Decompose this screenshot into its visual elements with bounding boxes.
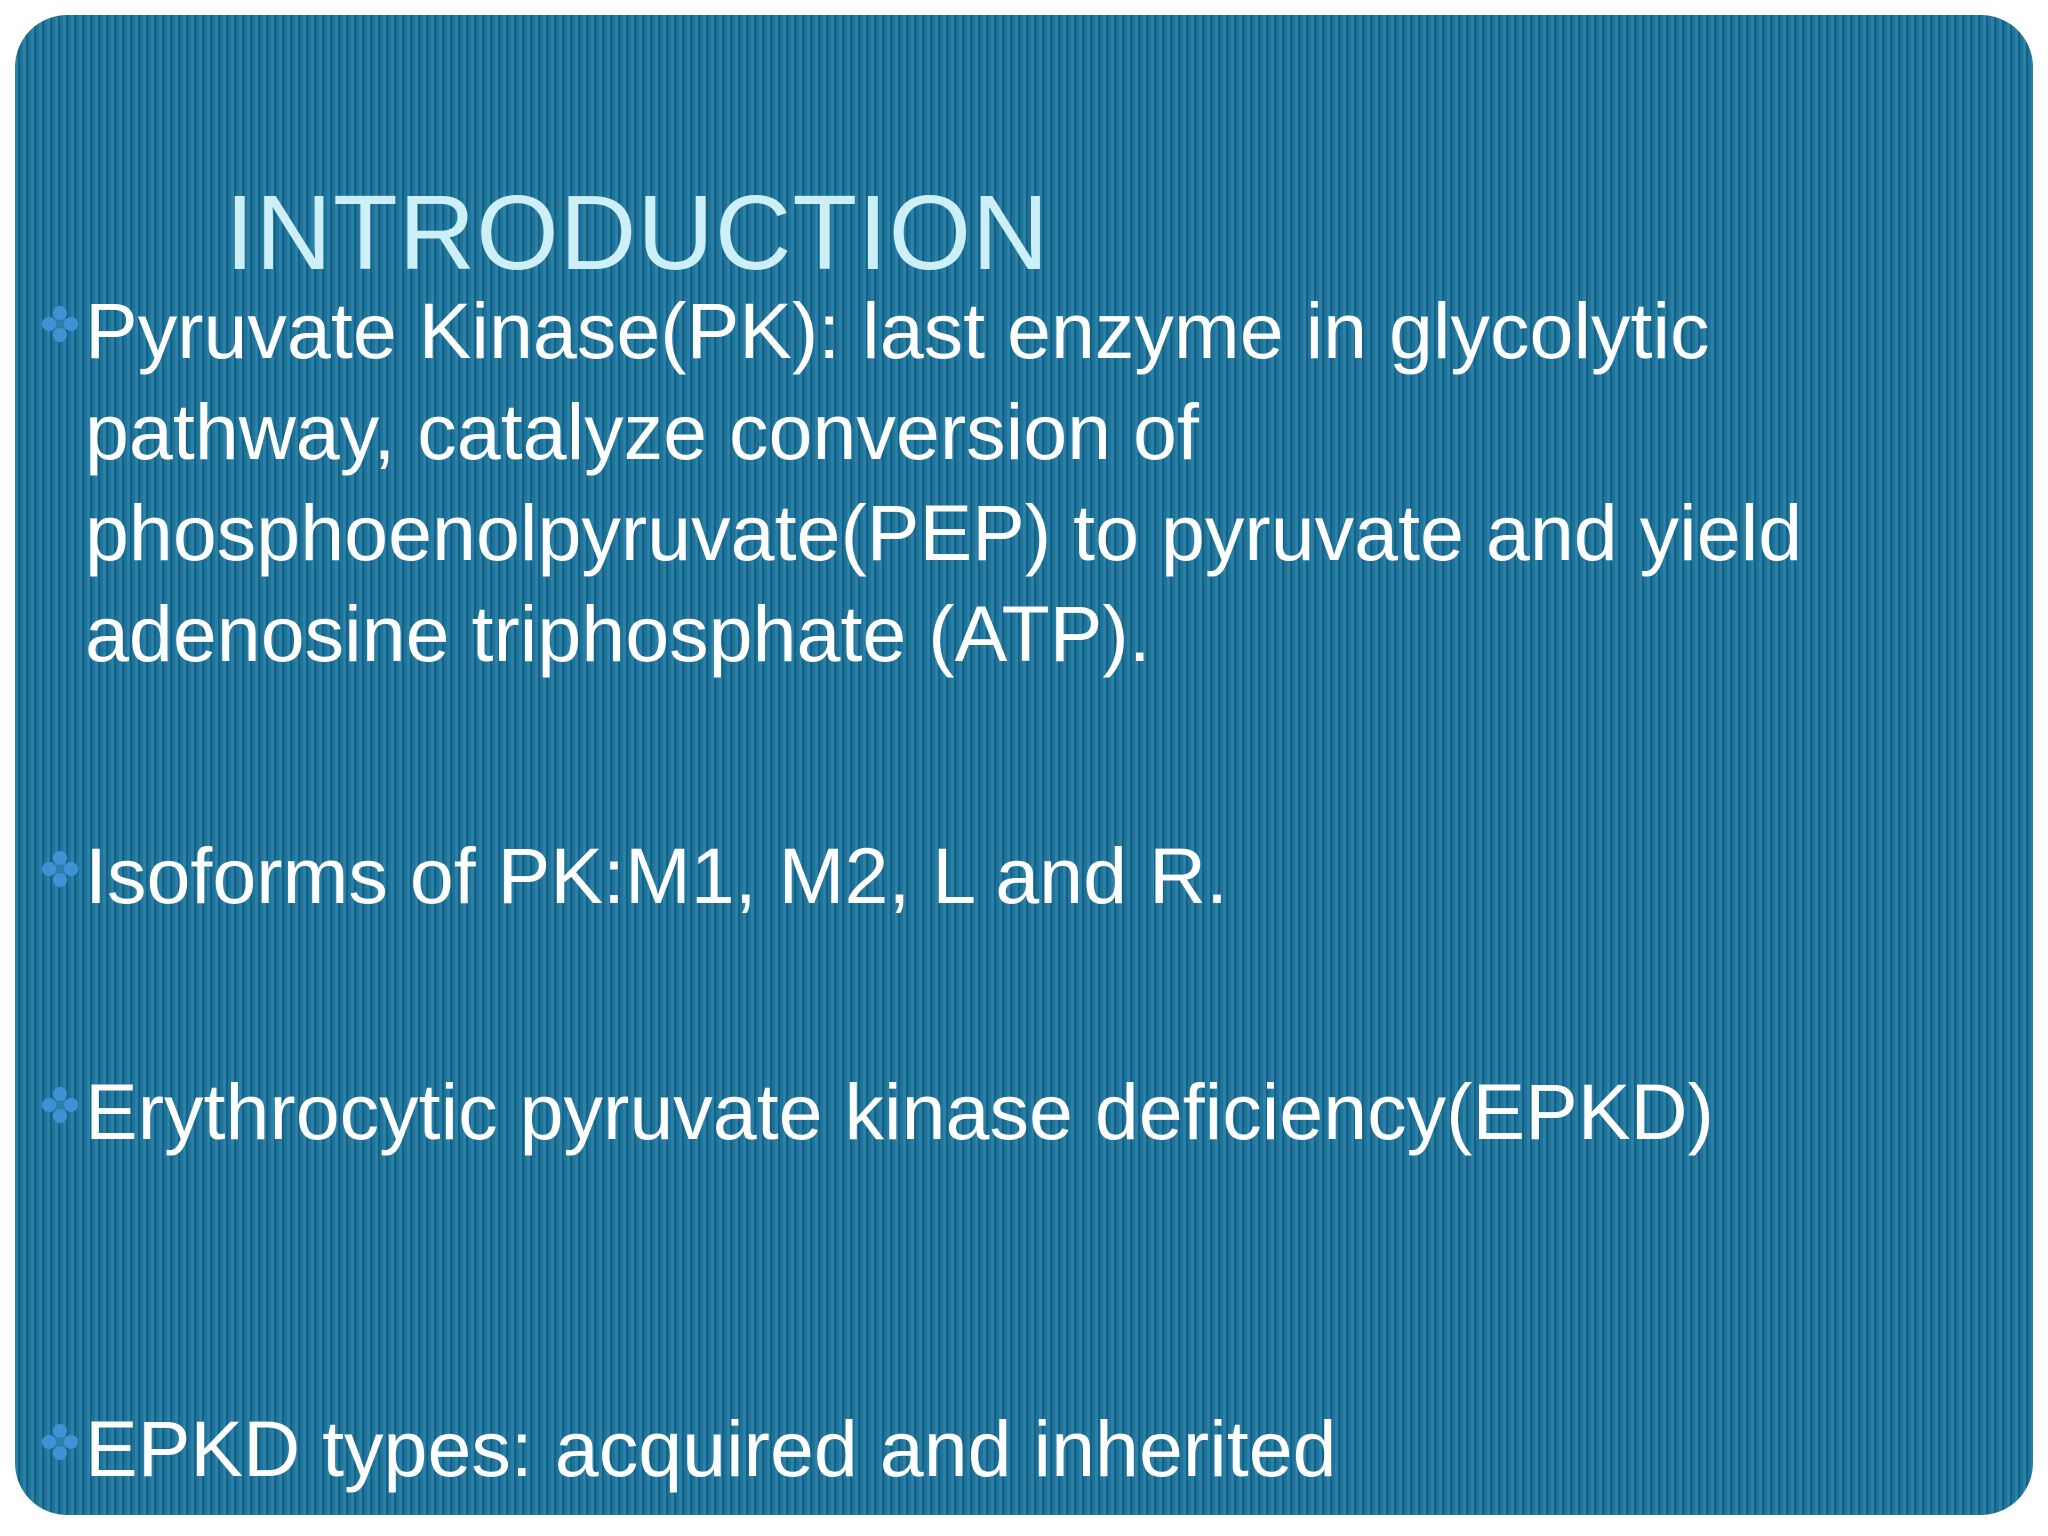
bullet-item	[85, 1061, 1985, 1162]
slide-title: INTRODUCTION	[225, 174, 1050, 292]
four-petal-flower-icon	[40, 849, 80, 889]
bullet-text: EPKD types: acquired and inherited	[85, 1404, 1337, 1493]
slide	[15, 15, 2033, 1515]
bullet-item	[85, 825, 1985, 926]
four-petal-flower-icon	[40, 1085, 80, 1125]
bullet-text: Isoforms of PK:M1, M2, L and R.	[85, 831, 1228, 920]
bullet-text: Pyruvate Kinase(PK): last enzyme in glycolytic pathway, catalyze conversion of phosphoenolpyruvate(PEP) to pyruvate and yield adenosine triphosphate (ATP).	[85, 286, 1803, 678]
bullet-item	[85, 1398, 1985, 1499]
four-petal-flower-icon	[40, 1422, 80, 1462]
bullet-item	[85, 280, 2033, 684]
four-petal-flower-icon	[40, 304, 80, 344]
bullet-text: Erythrocytic pyruvate kinase deficiency(EPKD)	[85, 1067, 1714, 1156]
